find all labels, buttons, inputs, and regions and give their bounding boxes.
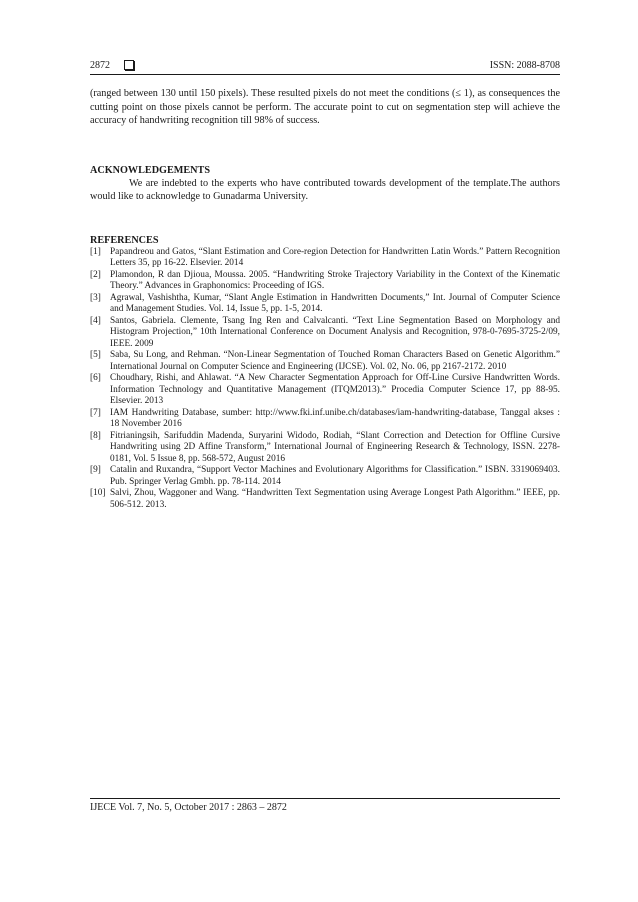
square-icon (124, 60, 134, 70)
reference-text: Saba, Su Long, and Rehman. “Non-Linear Segmentation of Touched Roman Characters Based on Genetic Algorithm.” International Journal on Computer Science and Engineering (IJCSE). Vol. 02, No. 06, pp 2167-2172. 2010 (110, 350, 560, 372)
acknowledgements-text: We are indebted to the experts who have contributed towards development of the template.The authors would like to acknowledge to Gunadarma University. (90, 177, 560, 202)
reference-number: [2] (90, 269, 101, 280)
reference-text: Fitrianingsih, Sarifuddin Madenda, Suryarini Widodo, Rodiah, “Slant Correction and Detection for Offline Cursive Handwriting using 2D Affine Transform,” International Journal of Engineering Research & Technology, ISSN. 2278-0181, Vol. 5 Issue 8, pp. 568-572, August 2016 (110, 430, 560, 464)
reference-text: Catalin and Ruxandra, “Support Vector Machines and Evolutionary Algorithms for Classification.” ISBN. 3319069403. Pub. Springer Verlag Gmbh. pp. 78-114. 2014 (110, 465, 560, 487)
reference-item (90, 373, 560, 408)
reference-number: [3] (90, 292, 101, 303)
reference-item (90, 488, 560, 511)
reference-text: Papandreou and Gatos, “Slant Estimation and Core-region Detection for Handwritten Latin Words.” Pattern Recognition Letters 35, pp 16-22. Elsevier. 2014 (110, 246, 560, 268)
reference-item (90, 408, 560, 431)
reference-list (90, 247, 560, 512)
reference-number: [7] (90, 407, 101, 418)
reference-item (90, 293, 560, 316)
reference-number: [6] (90, 373, 101, 383)
reference-text: Plamondon, R dan Djioua, Moussa. 2005. “Handwriting Stroke Trajectory Variability in the Context of the Kinematic Theory.” Advances in Graphonomics: Proceeding of IGS. (110, 269, 560, 291)
page-header (90, 60, 560, 76)
footer-rule (90, 798, 560, 799)
reference-number: [10] (90, 488, 106, 498)
acknowledgements-title: ACKNOWLEDGEMENTS (90, 164, 211, 176)
page-number: 2872 (90, 60, 110, 71)
reference-text: Agrawal, Vashishtha, Kumar, “Slant Angle Estimation in Handwritten Documents,” Int. Journal of Computer Science and Management Studies. Vol. 14, Issue 5, pp. 1-5, 2014. (110, 292, 560, 314)
intro-paragraph: (ranged between 130 until 150 pixels). These resulted pixels do not meet the conditions (≤ 1), as consequences the cutting point on those pixels cannot be perform. The accurate point to cut on segmentation step will achieve the accuracy of handwriting recognition till 98% of success. (90, 88, 560, 126)
reference-number: [5] (90, 350, 101, 360)
reference-item (90, 431, 560, 466)
header-rule (90, 74, 560, 75)
page-content (90, 87, 560, 511)
reference-number: [9] (90, 465, 101, 475)
reference-text: Salvi, Zhou, Waggoner and Wang. “Handwritten Text Segmentation using Average Longest Path Algorithm.” IEEE, pp. 506-512. 2013. (110, 488, 560, 510)
footer-citation: IJECE Vol. 7, No. 5, October 2017 : 2863 – 2872 (90, 802, 287, 813)
issn-label: ISSN: 2088-8708 (489, 60, 560, 71)
page-footer (90, 798, 560, 813)
reference-item (90, 247, 560, 270)
reference-text: Santos, Gabriela. Clemente, Tsang Ing Ren and Calvalcanti. “Text Line Segmentation Based on Morphology and Histogram Projection,” 10th International Conference on Document Analysis and Recognition, 978-0-7695-3725-2/09, IEEE. 2009 (110, 315, 560, 349)
reference-text: IAM Handwriting Database, sumber: http://www.fki.inf.unibe.ch/databases/iam-handwriting-database, Tanggal akses : 18 November 2016 (110, 407, 560, 429)
reference-item (90, 316, 560, 351)
reference-text: Choudhary, Rishi, and Ahlawat. “A New Character Segmentation Approach for Off-Line Cursive Handwritten Words. Information Technology and Quantitative Management (ITQM2013).” Procedia Computer Science 17, pp 88-95. Elsevier. 2013 (110, 373, 560, 406)
reference-item (90, 465, 560, 488)
reference-number: [4] (90, 315, 101, 326)
reference-item (90, 270, 560, 293)
reference-item (90, 350, 560, 373)
references-title: REFERENCES (90, 234, 159, 246)
reference-number: [1] (90, 246, 101, 257)
reference-number: [8] (90, 430, 101, 441)
